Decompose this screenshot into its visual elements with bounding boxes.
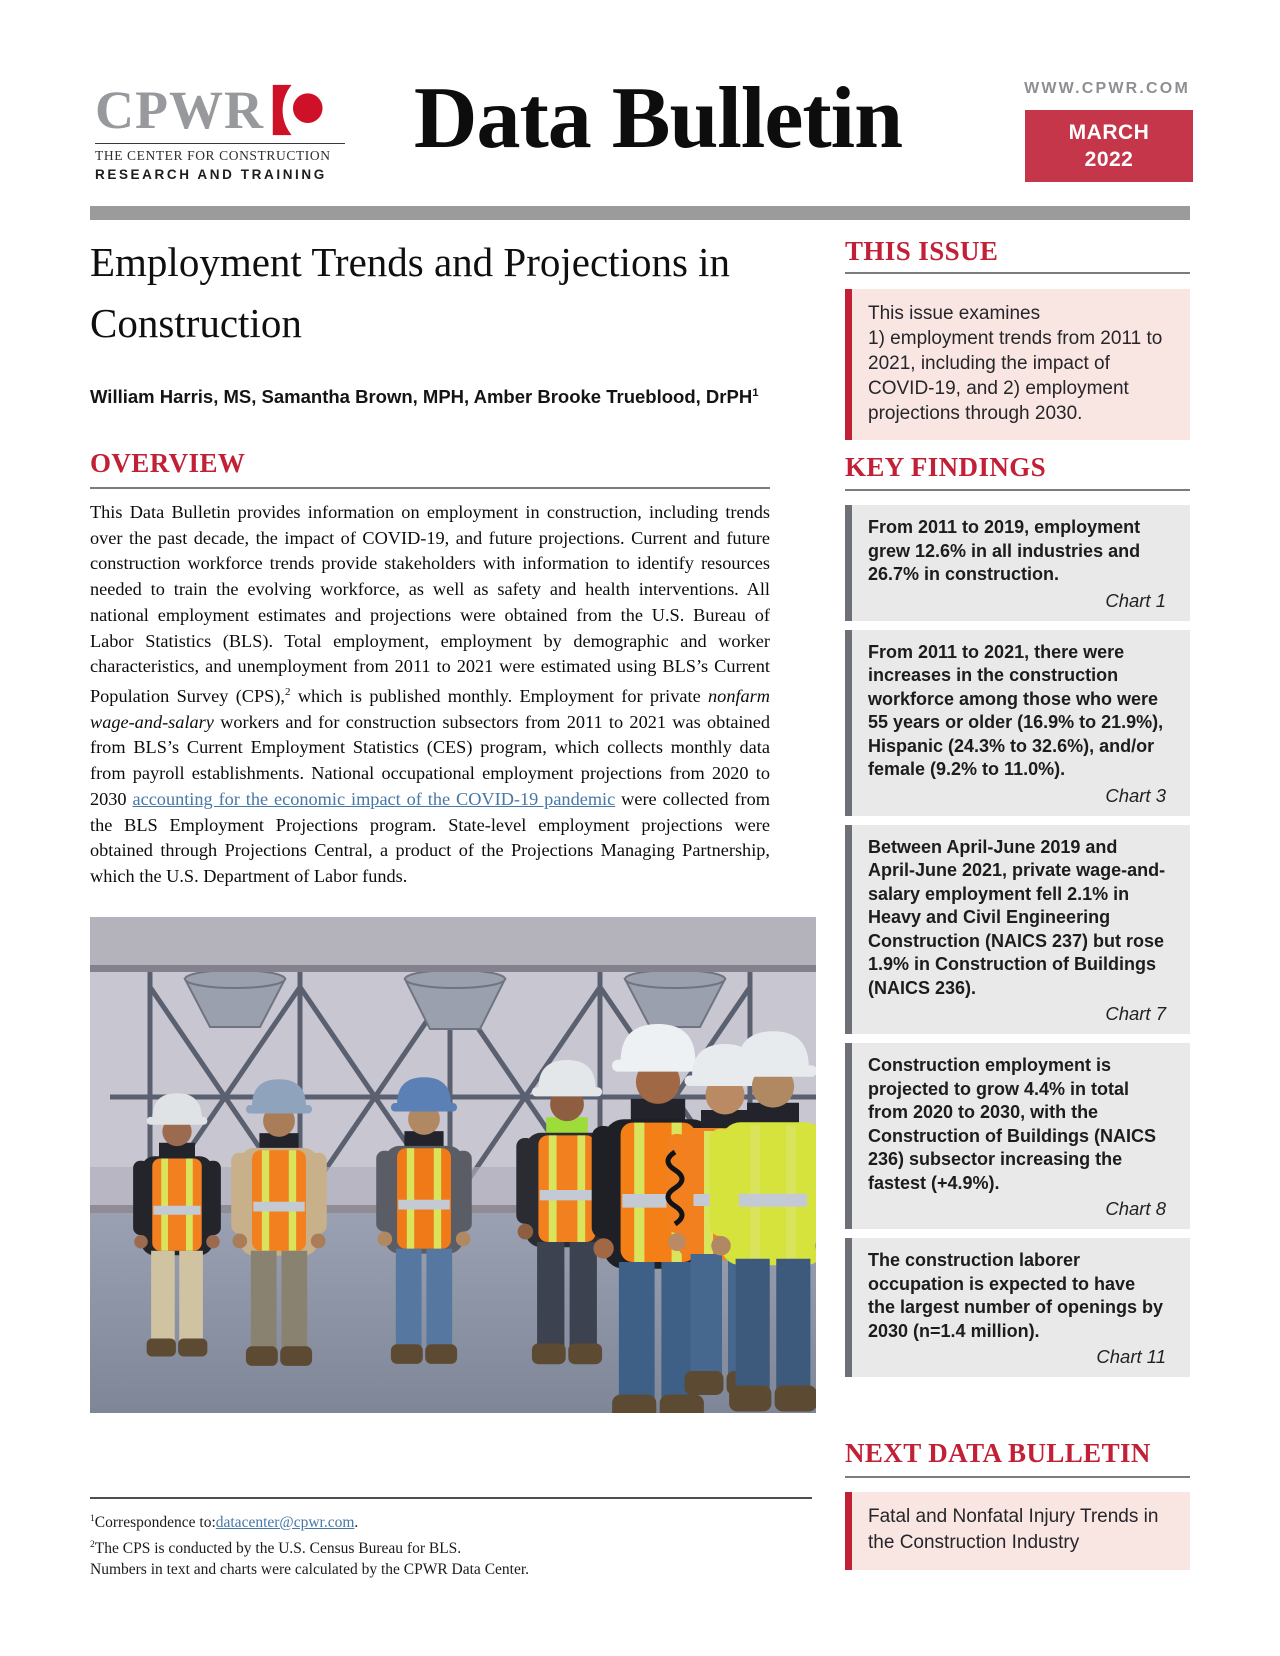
cpwr-logo-acronym: CPWR bbox=[95, 80, 264, 140]
finding-box-3 bbox=[845, 825, 1190, 1035]
masthead-title: Data Bulletin bbox=[413, 70, 903, 167]
logo-caption-line2: RESEARCH AND TRAINING bbox=[95, 167, 327, 182]
authors-line: William Harris, MS, Samantha Brown, MPH, Amber Brooke Trueblood, DrPH$^1$ bbox=[90, 386, 759, 407]
next-data-bulletin-heading: NEXT DATA BULLETIN bbox=[845, 1438, 1151, 1468]
website-url: WWW.CPWR.COM bbox=[1024, 80, 1190, 97]
this-issue-heading: THIS ISSUE bbox=[845, 236, 999, 266]
cpwr-logo bbox=[95, 80, 345, 182]
cpwr-logo-mark-icon bbox=[270, 84, 324, 136]
construction-workers-photo bbox=[90, 917, 816, 1413]
issue-date-badge bbox=[1025, 110, 1193, 182]
next-data-bulletin-rule bbox=[845, 1476, 1190, 1478]
finding-box-2 bbox=[845, 630, 1190, 816]
footnote-2: $^2$The CPS is conducted by the U.S. Census Bureau for BLS. bbox=[90, 1538, 462, 1557]
header-divider-bar bbox=[90, 206, 1190, 220]
finding-chart-ref: Chart 8 bbox=[1105, 1198, 1166, 1219]
finding-text: The construction laborer occupation is expected to have the largest number of openings by 2030 (n=1.4 million). bbox=[868, 1250, 1164, 1341]
footnote-3: Numbers in text and charts were calculated by the CPWR Data Center. bbox=[90, 1561, 530, 1579]
finding-text: Between April-June 2019 and April-June 2021, private wage-and-salary employment fell 2.1% in Heavy and Civil Engineering Construction (NAICS 237) but rose 1.9% in Construction of Buildings (NAICS 236). bbox=[868, 836, 1166, 998]
this-issue-line2: 1) employment trends from 2011 to 2021, including the impact of COVID-19, and 2) employment projections through 2030. bbox=[868, 328, 1163, 424]
this-issue-rule bbox=[845, 272, 1190, 274]
finding-chart-ref: Chart 7 bbox=[1105, 1003, 1166, 1024]
this-issue-line1: This issue examines bbox=[868, 303, 1041, 324]
next-data-bulletin-box bbox=[845, 1492, 1190, 1570]
next-data-bulletin-text: Fatal and Nonfatal Injury Trends in the Construction Industry bbox=[868, 1506, 1159, 1553]
overview-rule bbox=[90, 487, 770, 489]
this-issue-box bbox=[845, 289, 1190, 440]
overview-heading: OVERVIEW bbox=[90, 448, 246, 478]
finding-chart-ref: Chart 11 bbox=[1096, 1346, 1166, 1367]
finding-box-1 bbox=[845, 505, 1190, 621]
key-findings-heading: KEY FINDINGS bbox=[845, 452, 1047, 482]
key-findings-rule bbox=[845, 489, 1190, 491]
finding-box-5 bbox=[845, 1238, 1190, 1377]
overview-paragraph: This Data Bulletin provides information on employment in construction, including trends over the past decade, the impact of COVID-19, and future projections. Current and future construction workforce trends provide stakeholders with information to identify resources needed to train the evolving workforce, as well as safety and health interventions. All national employment estimates and projections were obtained from the U.S. Bureau of Labor Statistics (BLS). Total employment, employment by demographic and worker characteristics, and unemployment from 2011 to 2021 were estimated using BLS’s Current Population Survey (CPS),$^2$ which is published monthly. Employment for private nonfarm wage-and-salary workers and for construction subsectors from 2011 to 2021 was obtained from BLS’s Current Employment Statistics (CES) program, which collects monthly data from payroll establishments. National occupational employment projections from 2020 to 2030 accounting for the economic impact of the COVID-19 pandemic were collected from the BLS Employment Projections program. State-level employment projections were obtained through Projections Central, a product of the Projections Managing Partnership, which the U.S. Department of Labor funds. bbox=[90, 502, 770, 886]
finding-box-4 bbox=[845, 1043, 1190, 1229]
article-title: Employment Trends and Projections in Construction bbox=[90, 239, 731, 346]
finding-text: From 2011 to 2019, employment grew 12.6% in all industries and 26.7% in construction. bbox=[868, 517, 1141, 584]
footnote-divider bbox=[90, 1497, 812, 1499]
finding-chart-ref: Chart 1 bbox=[1105, 589, 1166, 611]
finding-text: From 2011 to 2021, there were increases in the construction workforce among those who were 55 years or older (16.9% to 21.9%), Hispanic (24.3% to 32.6%), and/or female (9.2% to 11.0%). bbox=[868, 641, 1164, 779]
issue-year: 2022 bbox=[1084, 148, 1134, 171]
inline-link[interactable]: accounting for the economic impact of the COVID-19 pandemic bbox=[132, 788, 616, 809]
issue-month: MARCH bbox=[1068, 121, 1150, 144]
footnotes bbox=[90, 1508, 790, 1581]
finding-text: Construction employment is projected to grow 4.4% in total from 2020 to 2030, with the Construction of Buildings (NAICS 236) subsector increasing the fastest (+4.9%). bbox=[868, 1055, 1156, 1193]
inline-link[interactable]: datacenter@cpwr.com bbox=[215, 1514, 355, 1532]
logo-caption-line1: THE CENTER FOR CONSTRUCTION bbox=[95, 143, 345, 164]
footnote-1: $^1$Correspondence to:datacenter@cpwr.com. bbox=[90, 1513, 359, 1532]
finding-chart-ref: Chart 3 bbox=[1105, 784, 1166, 806]
key-findings-list bbox=[845, 505, 1190, 1386]
